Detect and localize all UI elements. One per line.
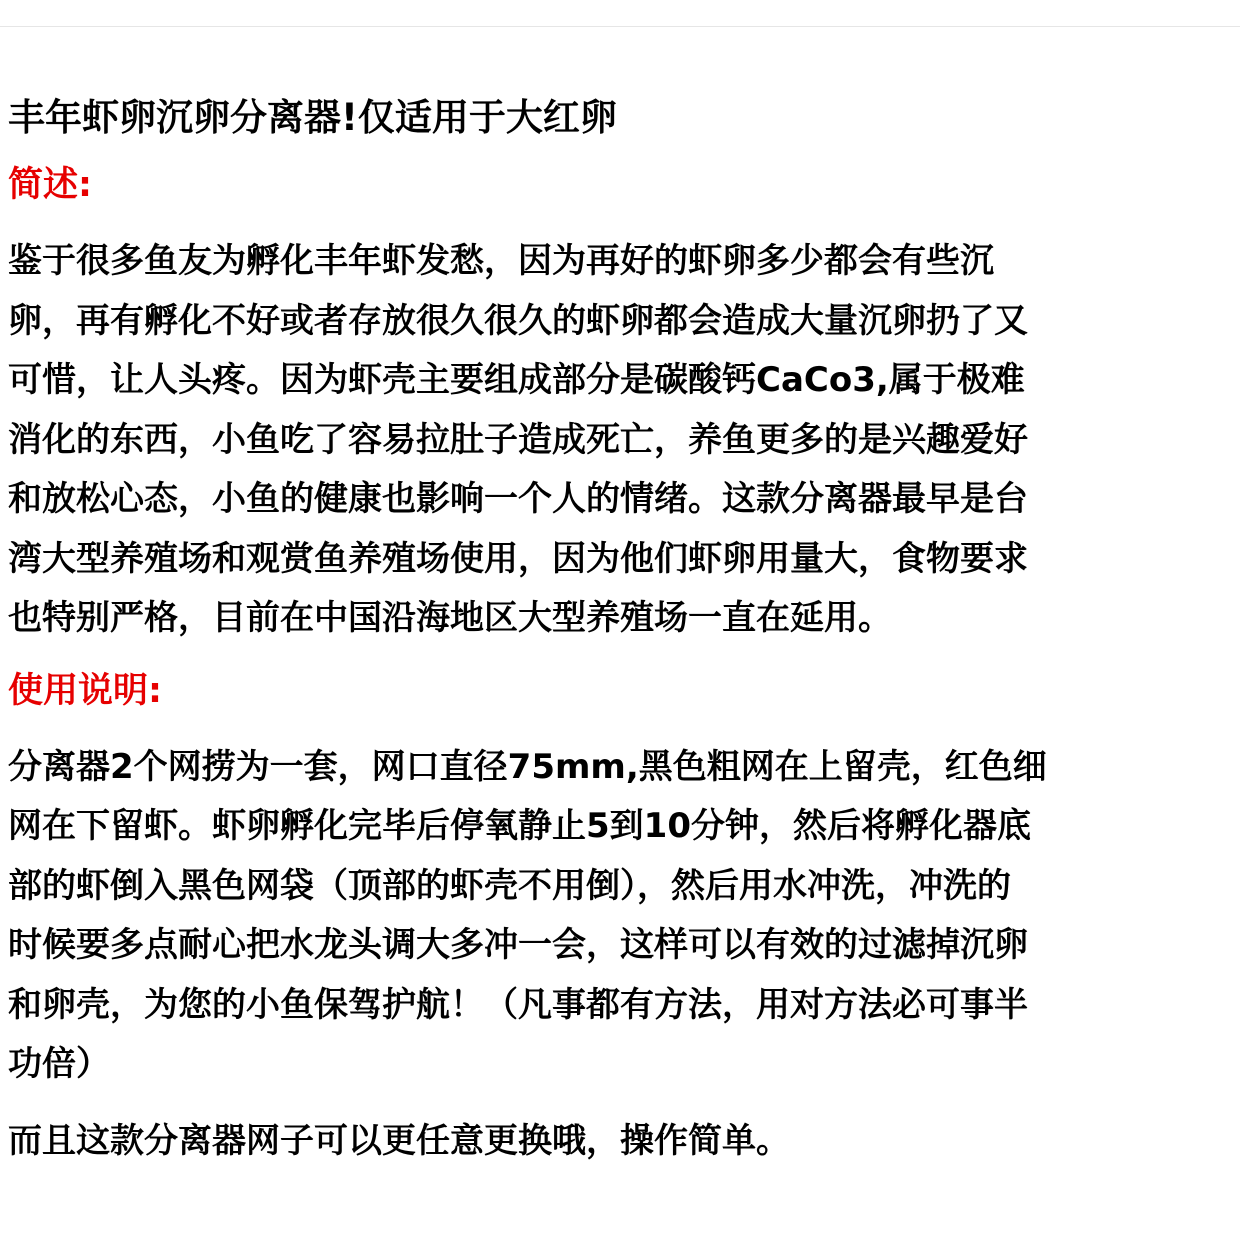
summary-line: 可惜，让人头疼。因为虾壳主要组成部分是碳酸钙CaCo3,属于极难 (8, 360, 1025, 400)
summary-line: 消化的东西，小鱼吃了容易拉肚子造成死亡，养鱼更多的是兴趣爱好 (8, 419, 1028, 460)
closing-paragraph (8, 1112, 1240, 1172)
usage-paragraph (8, 738, 1240, 1095)
summary-paragraph (8, 232, 1240, 649)
usage-heading: 使用说明: (8, 670, 162, 711)
closing-line: 而且这款分离器网子可以更任意更换哦，操作简单。 (8, 1120, 790, 1161)
product-title: 丰年虾卵沉卵分离器!仅适用于大红卵 (8, 96, 617, 139)
usage-line: 时候要多点耐心把水龙头调大多冲一会，这样可以有效的过滤掉沉卵 (8, 925, 1028, 965)
usage-line: 分离器2个网捞为一套，网口直径75mm,黑色粗网在上留壳，红色细 (8, 746, 1047, 787)
top-divider (0, 26, 1240, 27)
usage-line: 和卵壳，为您的小鱼保驾护航！（凡事都有方法，用对方法必可事半 (8, 984, 1028, 1025)
product-description (8, 92, 1240, 1188)
summary-line: 卵，再有孵化不好或者存放很久很久的虾卵都会造成大量沉卵扔了又 (8, 300, 1028, 341)
summary-line: 鉴于很多鱼友为孵化丰年虾发愁，因为再好的虾卵多少都会有些沉 (8, 241, 994, 281)
summary-heading: 简述: (8, 165, 92, 205)
usage-line: 功倍） (8, 1044, 110, 1084)
summary-line: 也特别严格，目前在中国沿海地区大型养殖场一直在延用。 (8, 598, 892, 638)
summary-line: 湾大型养殖场和观赏鱼养殖场使用，因为他们虾卵用量大，食物要求 (8, 538, 1028, 579)
usage-line: 部的虾倒入黑色网袋（顶部的虾壳不用倒），然后用水冲洗，冲洗的 (8, 865, 1011, 906)
usage-line: 网在下留虾。虾卵孵化完毕后停氧静止5到10分钟，然后将孵化器底 (8, 806, 1031, 846)
summary-line: 和放松心态，小鱼的健康也影响一个人的情绪。这款分离器最早是台 (8, 479, 1028, 519)
